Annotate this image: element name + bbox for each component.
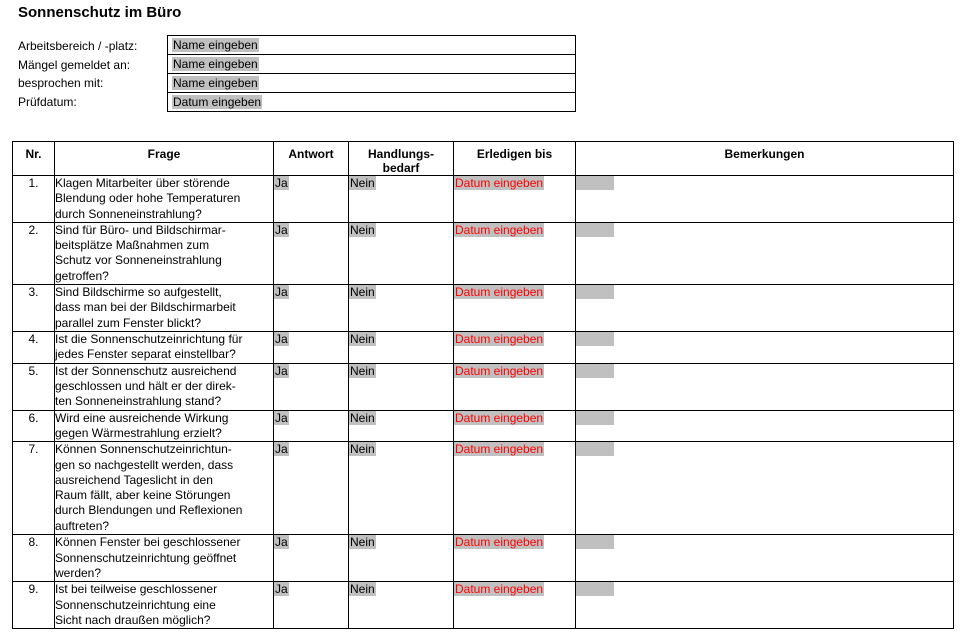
field-arbeitsbereich[interactable]: Name eingeben [173, 38, 258, 52]
row-number: 8. [13, 535, 55, 582]
question-line: Wird eine ausreichende Wirkung [55, 410, 229, 425]
question-line: Sind für Büro- und Bildschirmar- [55, 222, 226, 237]
due-date-field[interactable]: Datum eingeben [455, 582, 544, 597]
question-line: Sonnenschutzeinrichtung geöffnet [55, 550, 237, 565]
due-date-cell [454, 176, 576, 223]
remarks-cell [576, 535, 954, 582]
remarks-cell [576, 410, 954, 442]
question-cell [55, 410, 274, 442]
question-cell [55, 332, 274, 364]
label-besprochen: besprochen mit: [18, 76, 104, 90]
question-line: getroffen? [55, 268, 109, 283]
question-cell [55, 442, 274, 535]
remarks-field[interactable] [576, 582, 614, 596]
col-header-handlung-line2: bedarf [382, 161, 420, 175]
due-date-cell [454, 222, 576, 284]
row-number: 7. [13, 442, 55, 535]
due-date-field[interactable]: Datum eingeben [455, 332, 544, 347]
answer-dropdown[interactable]: Ja [275, 285, 288, 300]
remarks-cell [576, 582, 954, 629]
answer-dropdown[interactable]: Ja [275, 363, 288, 378]
due-date-cell [454, 410, 576, 442]
answer-dropdown[interactable]: Ja [275, 582, 288, 597]
row-besprochen [168, 74, 575, 93]
table-row [13, 222, 954, 284]
question-line: beitsplätze Maßnahmen zum [55, 238, 210, 253]
header-fields-box [167, 35, 576, 112]
answer-dropdown[interactable]: Ja [275, 410, 288, 425]
question-line: ausreichend Tageslicht in den [55, 472, 213, 487]
question-line: gegen Wärmestrahlung erzielt? [55, 425, 222, 440]
row-number: 4. [13, 332, 55, 364]
question-cell [55, 535, 274, 582]
question-line: Blendung oder hohe Temperaturen [55, 191, 241, 206]
action-needed-cell [349, 285, 454, 332]
answer-cell [274, 582, 349, 629]
remarks-field[interactable] [576, 442, 614, 456]
row-number: 3. [13, 285, 55, 332]
field-besprochen-mit[interactable]: Name eingeben [173, 76, 258, 90]
action-needed-cell [349, 442, 454, 535]
remarks-field[interactable] [576, 223, 614, 237]
question-line: Ist bei teilweise geschlossener [55, 582, 218, 597]
label-arbeitsbereich: Arbeitsbereich / -platz: [18, 39, 138, 53]
question-line: geschlossen und hält er der direk- [55, 378, 236, 393]
remarks-field[interactable] [576, 176, 614, 190]
row-number: 9. [13, 582, 55, 629]
question-line: werden? [55, 565, 102, 580]
due-date-cell [454, 285, 576, 332]
question-line: Sonnenschutzeinrichtung eine [55, 597, 216, 612]
question-line: Können Sonnenschutzeinrichtun- [55, 442, 232, 457]
answer-cell [274, 442, 349, 535]
action-needed-dropdown[interactable]: Nein [350, 222, 375, 237]
question-cell [55, 363, 274, 410]
due-date-field[interactable]: Datum eingeben [455, 176, 544, 190]
answer-dropdown[interactable]: Ja [275, 222, 288, 237]
question-line: Können Fenster bei geschlossener [55, 535, 241, 550]
answer-cell [274, 363, 349, 410]
answer-cell [274, 410, 349, 442]
question-line: Sind Bildschirme so aufgestellt, [55, 285, 222, 300]
table-row [13, 442, 954, 535]
row-number: 2. [13, 222, 55, 284]
col-header-handlungsbedarf [349, 142, 454, 176]
due-date-field[interactable]: Datum eingeben [455, 222, 544, 237]
question-line: Schutz vor Sonneneinstrahlung [55, 253, 222, 268]
action-needed-cell [349, 582, 454, 629]
question-line: jedes Fenster separat einstellbar? [55, 347, 236, 362]
label-pruefdatum: Prüfdatum: [18, 94, 77, 109]
remarks-cell [576, 332, 954, 364]
answer-dropdown[interactable]: Ja [275, 176, 288, 190]
row-number: 1. [13, 176, 55, 223]
question-cell [55, 222, 274, 284]
action-needed-cell [349, 176, 454, 223]
due-date-field[interactable]: Datum eingeben [455, 410, 544, 425]
question-cell [55, 176, 274, 223]
action-needed-dropdown[interactable]: Nein [350, 442, 375, 457]
col-header-nr: Nr. [13, 142, 55, 176]
remarks-field[interactable] [576, 535, 614, 549]
question-cell [55, 285, 274, 332]
due-date-field[interactable]: Datum eingeben [455, 363, 544, 378]
checklist-table [12, 141, 954, 629]
row-number: 5. [13, 363, 55, 410]
remarks-field[interactable] [576, 411, 614, 425]
table-row [13, 535, 954, 582]
question-line: gen so nachgestellt werden, dass [55, 457, 234, 472]
answer-cell [274, 222, 349, 284]
table-row [13, 410, 954, 442]
due-date-cell [454, 442, 576, 535]
action-needed-dropdown[interactable]: Nein [350, 363, 375, 378]
due-date-cell [454, 535, 576, 582]
due-date-field[interactable]: Datum eingeben [455, 535, 544, 550]
question-line: dass man bei der Bildschirmarbeit [55, 300, 236, 315]
answer-cell [274, 332, 349, 364]
col-header-antwort: Antwort [274, 142, 349, 176]
question-cell [55, 582, 274, 629]
due-date-cell [454, 332, 576, 364]
action-needed-dropdown[interactable]: Nein [350, 535, 375, 550]
answer-dropdown[interactable]: Ja [275, 332, 288, 347]
due-date-field[interactable]: Datum eingeben [455, 285, 544, 300]
header-labels [18, 37, 137, 111]
answer-cell [274, 535, 349, 582]
row-maengel [168, 55, 575, 74]
remarks-cell [576, 363, 954, 410]
row-pruefdatum [168, 93, 575, 111]
question-line: Ist der Sonnenschutz ausreichend [55, 363, 237, 378]
remarks-cell [576, 176, 954, 223]
remarks-cell [576, 442, 954, 535]
col-header-frage: Frage [55, 142, 274, 176]
remarks-field[interactable] [576, 285, 614, 299]
question-line: auftreten? [55, 518, 110, 533]
question-line: Raum fällt, aber keine Störungen [55, 488, 231, 503]
question-line: Sicht nach draußen möglich? [55, 612, 211, 627]
due-date-cell [454, 582, 576, 629]
field-pruefdatum[interactable]: Datum eingeben [173, 95, 262, 109]
page-title: Sonnenschutz im Büro [18, 4, 182, 21]
answer-dropdown[interactable]: Ja [275, 442, 288, 457]
question-line: Klagen Mitarbeiter über störende [55, 176, 230, 190]
table-row [13, 285, 954, 332]
table-header-row [13, 142, 954, 176]
label-maengel: Mängel gemeldet an: [18, 57, 131, 72]
action-needed-dropdown[interactable]: Nein [350, 332, 375, 347]
action-needed-cell [349, 363, 454, 410]
question-line: Ist die Sonnenschutzeinrichtung für [55, 332, 243, 347]
question-line: parallel zum Fenster blickt? [55, 315, 202, 330]
table-row [13, 582, 954, 629]
table-row [13, 332, 954, 364]
remarks-field[interactable] [576, 364, 614, 378]
action-needed-dropdown[interactable]: Nein [350, 582, 375, 597]
col-header-handlung-line1: Handlungs- [368, 147, 434, 161]
question-line: durch Sonneneinstrahlung? [55, 206, 202, 221]
answer-cell [274, 176, 349, 223]
due-date-field[interactable]: Datum eingeben [455, 442, 544, 457]
remarks-cell [576, 285, 954, 332]
action-needed-cell [349, 410, 454, 442]
table-row [13, 363, 954, 410]
action-needed-cell [349, 222, 454, 284]
action-needed-cell [349, 332, 454, 364]
action-needed-cell [349, 535, 454, 582]
action-needed-dropdown[interactable]: Nein [350, 285, 375, 300]
action-needed-dropdown[interactable]: Nein [350, 410, 375, 425]
row-number: 6. [13, 410, 55, 442]
answer-cell [274, 285, 349, 332]
col-header-erledigen: Erledigen bis [454, 142, 576, 176]
table-row [13, 176, 954, 223]
action-needed-dropdown[interactable]: Nein [350, 176, 375, 190]
question-line: ten Sonneneinstrahlung stand? [55, 394, 222, 409]
col-header-bemerkungen: Bemerkungen [576, 142, 954, 176]
remarks-field[interactable] [576, 332, 614, 346]
answer-dropdown[interactable]: Ja [275, 535, 288, 550]
field-maengel-gemeldet[interactable]: Name eingeben [173, 57, 258, 71]
row-arbeitsbereich [168, 36, 575, 55]
remarks-cell [576, 222, 954, 284]
due-date-cell [454, 363, 576, 410]
question-line: durch Blendungen und Reflexionen [55, 503, 243, 518]
